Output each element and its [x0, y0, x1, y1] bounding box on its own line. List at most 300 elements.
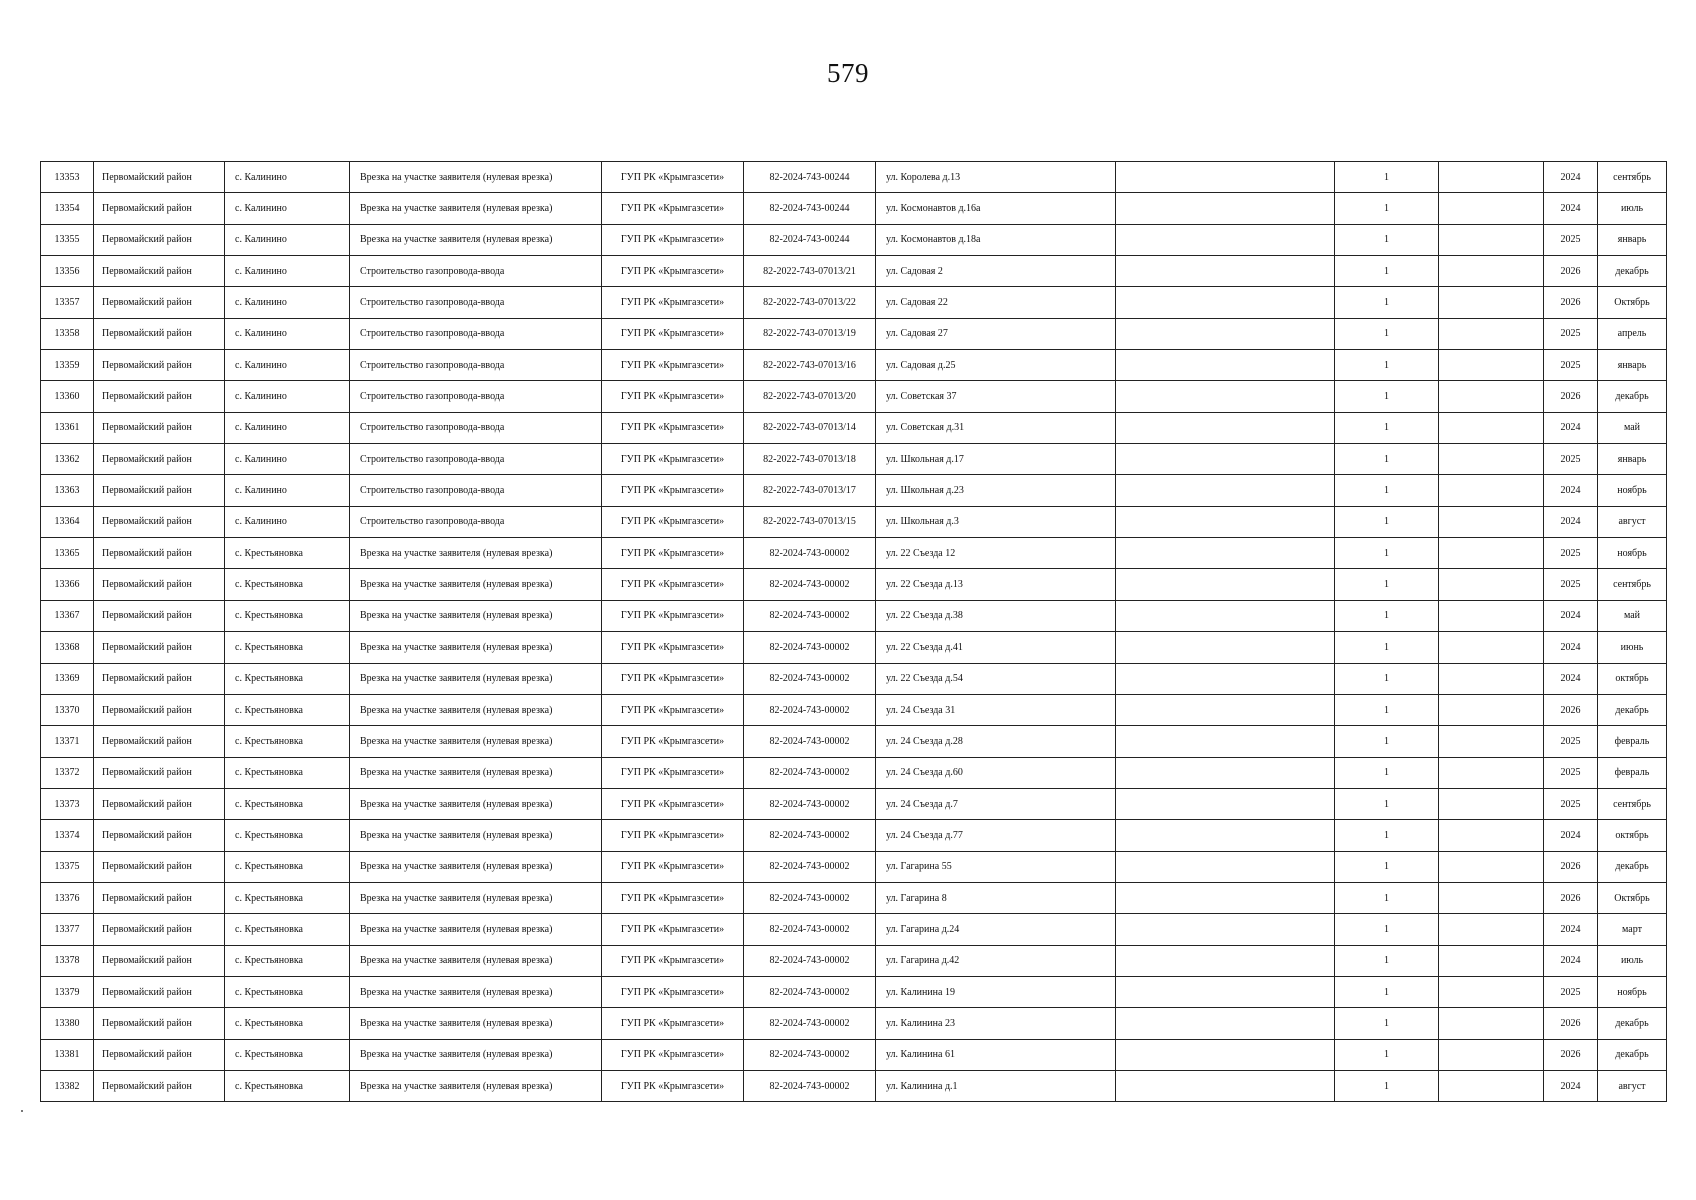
cell-work-type: Врезка на участке заявителя (нулевая врезка): [350, 694, 602, 725]
cell-address: ул. Космонавтов д.18а: [876, 224, 1116, 255]
cell-settlement: с. Крестьяновка: [225, 600, 350, 631]
cell-record-number: 13369: [41, 663, 94, 694]
cell-quantity: 1: [1335, 882, 1439, 913]
cell-empty: [1116, 851, 1335, 882]
cell-district: Первомайский район: [94, 475, 225, 506]
table-row: [41, 381, 1667, 412]
cell-quantity: 1: [1335, 256, 1439, 287]
cell-quantity: 1: [1335, 538, 1439, 569]
cell-program-code: 82-2024-743-00244: [744, 224, 876, 255]
cell-month: май: [1598, 600, 1667, 631]
cell-record-number: 13358: [41, 318, 94, 349]
cell-month: Октябрь: [1598, 882, 1667, 913]
cell-record-number: 13366: [41, 569, 94, 600]
cell-settlement: с. Крестьяновка: [225, 663, 350, 694]
cell-program-code: 82-2024-743-00002: [744, 757, 876, 788]
cell-work-type: Врезка на участке заявителя (нулевая врезка): [350, 193, 602, 224]
cell-month: октябрь: [1598, 820, 1667, 851]
cell-year: 2024: [1544, 475, 1598, 506]
cell-district: Первомайский район: [94, 914, 225, 945]
cell-month: январь: [1598, 350, 1667, 381]
cell-empty: [1116, 600, 1335, 631]
cell-settlement: с. Калинино: [225, 287, 350, 318]
cell-organization: ГУП РК «Крымгазсети»: [602, 444, 744, 475]
cell-organization: ГУП РК «Крымгазсети»: [602, 945, 744, 976]
cell-quantity: 1: [1335, 757, 1439, 788]
cell-district: Первомайский район: [94, 538, 225, 569]
cell-empty: [1116, 882, 1335, 913]
cell-address: ул. Садовая 27: [876, 318, 1116, 349]
cell-quantity: 1: [1335, 1070, 1439, 1101]
cell-organization: ГУП РК «Крымгазсети»: [602, 287, 744, 318]
cell-year: 2024: [1544, 506, 1598, 537]
cell-empty: [1116, 538, 1335, 569]
cell-record-number: 13372: [41, 757, 94, 788]
cell-empty: [1116, 976, 1335, 1007]
cell-settlement: с. Крестьяновка: [225, 694, 350, 725]
table-row: [41, 976, 1667, 1007]
cell-address: ул. 24 Съезда 31: [876, 694, 1116, 725]
cell-record-number: 13374: [41, 820, 94, 851]
cell-quantity: 1: [1335, 224, 1439, 255]
cell-program-code: 82-2022-743-07013/22: [744, 287, 876, 318]
cell-empty: [1116, 350, 1335, 381]
cell-year: 2025: [1544, 757, 1598, 788]
cell-district: Первомайский район: [94, 851, 225, 882]
cell-address: ул. Школьная д.17: [876, 444, 1116, 475]
cell-program-code: 82-2024-743-00244: [744, 162, 876, 193]
cell-work-type: Строительство газопровода-ввода: [350, 381, 602, 412]
cell-month: август: [1598, 1070, 1667, 1101]
cell-empty: [1116, 224, 1335, 255]
cell-empty: [1116, 945, 1335, 976]
cell-work-type: Врезка на участке заявителя (нулевая врезка): [350, 632, 602, 663]
cell-district: Первомайский район: [94, 976, 225, 1007]
cell-month: декабрь: [1598, 694, 1667, 725]
cell-empty: [1116, 632, 1335, 663]
cell-quantity: 1: [1335, 193, 1439, 224]
cell-settlement: с. Крестьяновка: [225, 788, 350, 819]
cell-address: ул. 24 Съезда д.60: [876, 757, 1116, 788]
cell-month: февраль: [1598, 757, 1667, 788]
cell-organization: ГУП РК «Крымгазсети»: [602, 882, 744, 913]
cell-quantity: 1: [1335, 381, 1439, 412]
cell-work-type: Строительство газопровода-ввода: [350, 444, 602, 475]
cell-district: Первомайский район: [94, 788, 225, 819]
table-row: [41, 444, 1667, 475]
cell-empty: [1439, 1039, 1544, 1070]
cell-organization: ГУП РК «Крымгазсети»: [602, 350, 744, 381]
cell-record-number: 13368: [41, 632, 94, 663]
cell-month: сентябрь: [1598, 788, 1667, 819]
cell-organization: ГУП РК «Крымгазсети»: [602, 600, 744, 631]
cell-program-code: 82-2024-743-00002: [744, 945, 876, 976]
cell-district: Первомайский район: [94, 632, 225, 663]
cell-record-number: 13364: [41, 506, 94, 537]
cell-year: 2025: [1544, 726, 1598, 757]
cell-settlement: с. Крестьяновка: [225, 632, 350, 663]
cell-year: 2025: [1544, 224, 1598, 255]
registry-table-body: [41, 162, 1667, 1102]
cell-program-code: 82-2024-743-00002: [744, 726, 876, 757]
cell-address: ул. Калинина 19: [876, 976, 1116, 1007]
cell-year: 2025: [1544, 976, 1598, 1007]
page-number: 579: [827, 58, 869, 88]
cell-program-code: 82-2022-743-07013/16: [744, 350, 876, 381]
cell-district: Первомайский район: [94, 1039, 225, 1070]
cell-work-type: Врезка на участке заявителя (нулевая врезка): [350, 788, 602, 819]
cell-organization: ГУП РК «Крымгазсети»: [602, 381, 744, 412]
cell-program-code: 82-2024-743-00002: [744, 882, 876, 913]
cell-program-code: 82-2024-743-00002: [744, 851, 876, 882]
cell-settlement: с. Калинино: [225, 256, 350, 287]
cell-empty: [1116, 820, 1335, 851]
cell-address: ул. Гагарина д.42: [876, 945, 1116, 976]
cell-district: Первомайский район: [94, 444, 225, 475]
cell-address: ул. 24 Съезда д.7: [876, 788, 1116, 819]
cell-empty: [1439, 381, 1544, 412]
cell-organization: ГУП РК «Крымгазсети»: [602, 694, 744, 725]
cell-empty: [1439, 726, 1544, 757]
cell-empty: [1116, 914, 1335, 945]
cell-empty: [1439, 663, 1544, 694]
table-row: [41, 945, 1667, 976]
cell-settlement: с. Калинино: [225, 318, 350, 349]
cell-quantity: 1: [1335, 663, 1439, 694]
cell-quantity: 1: [1335, 914, 1439, 945]
cell-organization: ГУП РК «Крымгазсети»: [602, 506, 744, 537]
table-row: [41, 820, 1667, 851]
cell-empty: [1439, 882, 1544, 913]
cell-empty: [1439, 162, 1544, 193]
cell-address: ул. 22 Съезда д.13: [876, 569, 1116, 600]
cell-settlement: с. Крестьяновка: [225, 851, 350, 882]
cell-organization: ГУП РК «Крымгазсети»: [602, 475, 744, 506]
cell-organization: ГУП РК «Крымгазсети»: [602, 1039, 744, 1070]
cell-work-type: Врезка на участке заявителя (нулевая врезка): [350, 882, 602, 913]
cell-program-code: 82-2024-743-00244: [744, 193, 876, 224]
cell-organization: ГУП РК «Крымгазсети»: [602, 757, 744, 788]
cell-record-number: 13363: [41, 475, 94, 506]
cell-month: декабрь: [1598, 1008, 1667, 1039]
cell-empty: [1116, 788, 1335, 819]
cell-settlement: с. Крестьяновка: [225, 976, 350, 1007]
cell-work-type: Врезка на участке заявителя (нулевая врезка): [350, 726, 602, 757]
cell-year: 2024: [1544, 600, 1598, 631]
cell-program-code: 82-2024-743-00002: [744, 1039, 876, 1070]
table-row: [41, 412, 1667, 443]
cell-record-number: 13356: [41, 256, 94, 287]
cell-record-number: 13359: [41, 350, 94, 381]
cell-month: Октябрь: [1598, 287, 1667, 318]
cell-address: ул. 24 Съезда д.28: [876, 726, 1116, 757]
cell-district: Первомайский район: [94, 1008, 225, 1039]
cell-district: Первомайский район: [94, 882, 225, 913]
cell-address: ул. Садовая д.25: [876, 350, 1116, 381]
cell-year: 2025: [1544, 569, 1598, 600]
table-row: [41, 600, 1667, 631]
cell-work-type: Врезка на участке заявителя (нулевая врезка): [350, 162, 602, 193]
cell-quantity: 1: [1335, 945, 1439, 976]
cell-organization: ГУП РК «Крымгазсети»: [602, 224, 744, 255]
cell-year: 2024: [1544, 412, 1598, 443]
cell-quantity: 1: [1335, 694, 1439, 725]
cell-settlement: с. Крестьяновка: [225, 1008, 350, 1039]
cell-year: 2026: [1544, 851, 1598, 882]
cell-address: ул. Королева д.13: [876, 162, 1116, 193]
table-row: [41, 475, 1667, 506]
cell-work-type: Врезка на участке заявителя (нулевая врезка): [350, 1070, 602, 1101]
table-row: [41, 318, 1667, 349]
cell-work-type: Врезка на участке заявителя (нулевая врезка): [350, 945, 602, 976]
cell-empty: [1439, 976, 1544, 1007]
cell-program-code: 82-2022-743-07013/19: [744, 318, 876, 349]
cell-organization: ГУП РК «Крымгазсети»: [602, 256, 744, 287]
cell-record-number: 13354: [41, 193, 94, 224]
table-row: [41, 882, 1667, 913]
cell-settlement: с. Калинино: [225, 193, 350, 224]
cell-empty: [1116, 726, 1335, 757]
table-row: [41, 1070, 1667, 1101]
cell-year: 2025: [1544, 350, 1598, 381]
cell-program-code: 82-2024-743-00002: [744, 663, 876, 694]
cell-work-type: Врезка на участке заявителя (нулевая врезка): [350, 976, 602, 1007]
table-row: [41, 1008, 1667, 1039]
cell-empty: [1439, 193, 1544, 224]
cell-month: декабрь: [1598, 851, 1667, 882]
cell-district: Первомайский район: [94, 287, 225, 318]
cell-program-code: 82-2024-743-00002: [744, 788, 876, 819]
cell-program-code: 82-2022-743-07013/15: [744, 506, 876, 537]
cell-empty: [1116, 318, 1335, 349]
cell-record-number: 13379: [41, 976, 94, 1007]
margin-mark: [21, 1110, 23, 1112]
cell-organization: ГУП РК «Крымгазсети»: [602, 914, 744, 945]
cell-settlement: с. Калинино: [225, 162, 350, 193]
table-row: [41, 914, 1667, 945]
cell-district: Первомайский район: [94, 820, 225, 851]
cell-record-number: 13382: [41, 1070, 94, 1101]
table-row: [41, 1039, 1667, 1070]
cell-record-number: 13376: [41, 882, 94, 913]
cell-settlement: с. Калинино: [225, 350, 350, 381]
cell-work-type: Врезка на участке заявителя (нулевая врезка): [350, 600, 602, 631]
cell-settlement: с. Крестьяновка: [225, 726, 350, 757]
cell-settlement: с. Крестьяновка: [225, 569, 350, 600]
cell-month: август: [1598, 506, 1667, 537]
table-row: [41, 162, 1667, 193]
cell-empty: [1439, 945, 1544, 976]
cell-organization: ГУП РК «Крымгазсети»: [602, 726, 744, 757]
cell-empty: [1439, 1070, 1544, 1101]
cell-address: ул. 22 Съезда д.54: [876, 663, 1116, 694]
cell-work-type: Строительство газопровода-ввода: [350, 475, 602, 506]
cell-work-type: Врезка на участке заявителя (нулевая врезка): [350, 538, 602, 569]
cell-empty: [1439, 820, 1544, 851]
cell-month: июль: [1598, 945, 1667, 976]
cell-year: 2024: [1544, 914, 1598, 945]
cell-quantity: 1: [1335, 318, 1439, 349]
cell-year: 2024: [1544, 632, 1598, 663]
cell-district: Первомайский район: [94, 350, 225, 381]
cell-settlement: с. Калинино: [225, 444, 350, 475]
cell-district: Первомайский район: [94, 569, 225, 600]
cell-quantity: 1: [1335, 1039, 1439, 1070]
table-row: [41, 726, 1667, 757]
table-row: [41, 506, 1667, 537]
cell-organization: ГУП РК «Крымгазсети»: [602, 412, 744, 443]
cell-district: Первомайский район: [94, 506, 225, 537]
cell-organization: ГУП РК «Крымгазсети»: [602, 851, 744, 882]
cell-empty: [1439, 475, 1544, 506]
cell-month: октябрь: [1598, 663, 1667, 694]
cell-record-number: 13381: [41, 1039, 94, 1070]
cell-record-number: 13375: [41, 851, 94, 882]
cell-empty: [1116, 381, 1335, 412]
cell-work-type: Строительство газопровода-ввода: [350, 506, 602, 537]
cell-quantity: 1: [1335, 851, 1439, 882]
cell-empty: [1439, 412, 1544, 443]
cell-settlement: с. Крестьяновка: [225, 914, 350, 945]
cell-empty: [1439, 1008, 1544, 1039]
cell-settlement: с. Крестьяновка: [225, 757, 350, 788]
cell-year: 2025: [1544, 788, 1598, 819]
cell-month: сентябрь: [1598, 162, 1667, 193]
cell-district: Первомайский район: [94, 381, 225, 412]
cell-record-number: 13380: [41, 1008, 94, 1039]
cell-address: ул. Садовая 22: [876, 287, 1116, 318]
cell-record-number: 13361: [41, 412, 94, 443]
cell-settlement: с. Калинино: [225, 475, 350, 506]
cell-program-code: 82-2022-743-07013/20: [744, 381, 876, 412]
cell-empty: [1439, 757, 1544, 788]
cell-record-number: 13367: [41, 600, 94, 631]
cell-month: ноябрь: [1598, 976, 1667, 1007]
cell-year: 2026: [1544, 287, 1598, 318]
cell-empty: [1116, 256, 1335, 287]
cell-settlement: с. Крестьяновка: [225, 945, 350, 976]
cell-year: 2024: [1544, 945, 1598, 976]
cell-address: ул. Космонавтов д.16а: [876, 193, 1116, 224]
cell-address: ул. Садовая 2: [876, 256, 1116, 287]
cell-quantity: 1: [1335, 726, 1439, 757]
cell-address: ул. Советская 37: [876, 381, 1116, 412]
cell-empty: [1116, 1070, 1335, 1101]
cell-settlement: с. Крестьяновка: [225, 538, 350, 569]
cell-quantity: 1: [1335, 162, 1439, 193]
cell-organization: ГУП РК «Крымгазсети»: [602, 1008, 744, 1039]
cell-settlement: с. Крестьяновка: [225, 1070, 350, 1101]
cell-year: 2025: [1544, 444, 1598, 475]
cell-quantity: 1: [1335, 350, 1439, 381]
cell-work-type: Строительство газопровода-ввода: [350, 350, 602, 381]
cell-quantity: 1: [1335, 788, 1439, 819]
cell-record-number: 13360: [41, 381, 94, 412]
cell-address: ул. 24 Съезда д.77: [876, 820, 1116, 851]
cell-empty: [1439, 851, 1544, 882]
cell-address: ул. Гагарина д.24: [876, 914, 1116, 945]
cell-address: ул. Калинина д.1: [876, 1070, 1116, 1101]
cell-empty: [1116, 1039, 1335, 1070]
cell-organization: ГУП РК «Крымгазсети»: [602, 663, 744, 694]
cell-work-type: Строительство газопровода-ввода: [350, 318, 602, 349]
cell-work-type: Врезка на участке заявителя (нулевая врезка): [350, 820, 602, 851]
cell-year: 2026: [1544, 694, 1598, 725]
cell-year: 2024: [1544, 193, 1598, 224]
cell-empty: [1116, 569, 1335, 600]
table-row: [41, 694, 1667, 725]
cell-work-type: Врезка на участке заявителя (нулевая врезка): [350, 1008, 602, 1039]
cell-quantity: 1: [1335, 820, 1439, 851]
cell-program-code: 82-2024-743-00002: [744, 569, 876, 600]
table-row: [41, 569, 1667, 600]
cell-empty: [1116, 1008, 1335, 1039]
cell-work-type: Строительство газопровода-ввода: [350, 287, 602, 318]
cell-empty: [1439, 600, 1544, 631]
table-row: [41, 788, 1667, 819]
cell-program-code: 82-2024-743-00002: [744, 1008, 876, 1039]
cell-work-type: Врезка на участке заявителя (нулевая врезка): [350, 757, 602, 788]
cell-empty: [1116, 663, 1335, 694]
cell-settlement: с. Крестьяновка: [225, 882, 350, 913]
cell-settlement: с. Калинино: [225, 381, 350, 412]
cell-address: ул. 22 Съезда д.41: [876, 632, 1116, 663]
table-row: [41, 224, 1667, 255]
cell-record-number: 13362: [41, 444, 94, 475]
cell-quantity: 1: [1335, 569, 1439, 600]
cell-program-code: 82-2024-743-00002: [744, 694, 876, 725]
cell-program-code: 82-2022-743-07013/14: [744, 412, 876, 443]
cell-record-number: 13355: [41, 224, 94, 255]
cell-empty: [1116, 506, 1335, 537]
cell-empty: [1439, 287, 1544, 318]
cell-empty: [1439, 788, 1544, 819]
cell-program-code: 82-2024-743-00002: [744, 976, 876, 1007]
cell-year: 2024: [1544, 663, 1598, 694]
cell-address: ул. 22 Съезда 12: [876, 538, 1116, 569]
cell-quantity: 1: [1335, 506, 1439, 537]
cell-address: ул. Калинина 61: [876, 1039, 1116, 1070]
table-row: [41, 851, 1667, 882]
cell-year: 2024: [1544, 1070, 1598, 1101]
cell-month: январь: [1598, 444, 1667, 475]
registry-table: [40, 161, 1667, 1102]
cell-empty: [1439, 256, 1544, 287]
cell-work-type: Врезка на участке заявителя (нулевая врезка): [350, 569, 602, 600]
table-row: [41, 538, 1667, 569]
cell-quantity: 1: [1335, 632, 1439, 663]
cell-organization: ГУП РК «Крымгазсети»: [602, 632, 744, 663]
cell-empty: [1116, 162, 1335, 193]
cell-district: Первомайский район: [94, 318, 225, 349]
cell-program-code: 82-2024-743-00002: [744, 820, 876, 851]
cell-organization: ГУП РК «Крымгазсети»: [602, 788, 744, 819]
cell-organization: ГУП РК «Крымгазсети»: [602, 976, 744, 1007]
cell-empty: [1116, 475, 1335, 506]
cell-organization: ГУП РК «Крымгазсети»: [602, 193, 744, 224]
cell-district: Первомайский район: [94, 1070, 225, 1101]
cell-year: 2026: [1544, 882, 1598, 913]
table-row: [41, 256, 1667, 287]
cell-settlement: с. Крестьяновка: [225, 820, 350, 851]
cell-district: Первомайский район: [94, 224, 225, 255]
table-row: [41, 757, 1667, 788]
cell-work-type: Врезка на участке заявителя (нулевая врезка): [350, 914, 602, 945]
cell-record-number: 13371: [41, 726, 94, 757]
cell-empty: [1116, 412, 1335, 443]
cell-district: Первомайский район: [94, 600, 225, 631]
cell-year: 2026: [1544, 1008, 1598, 1039]
